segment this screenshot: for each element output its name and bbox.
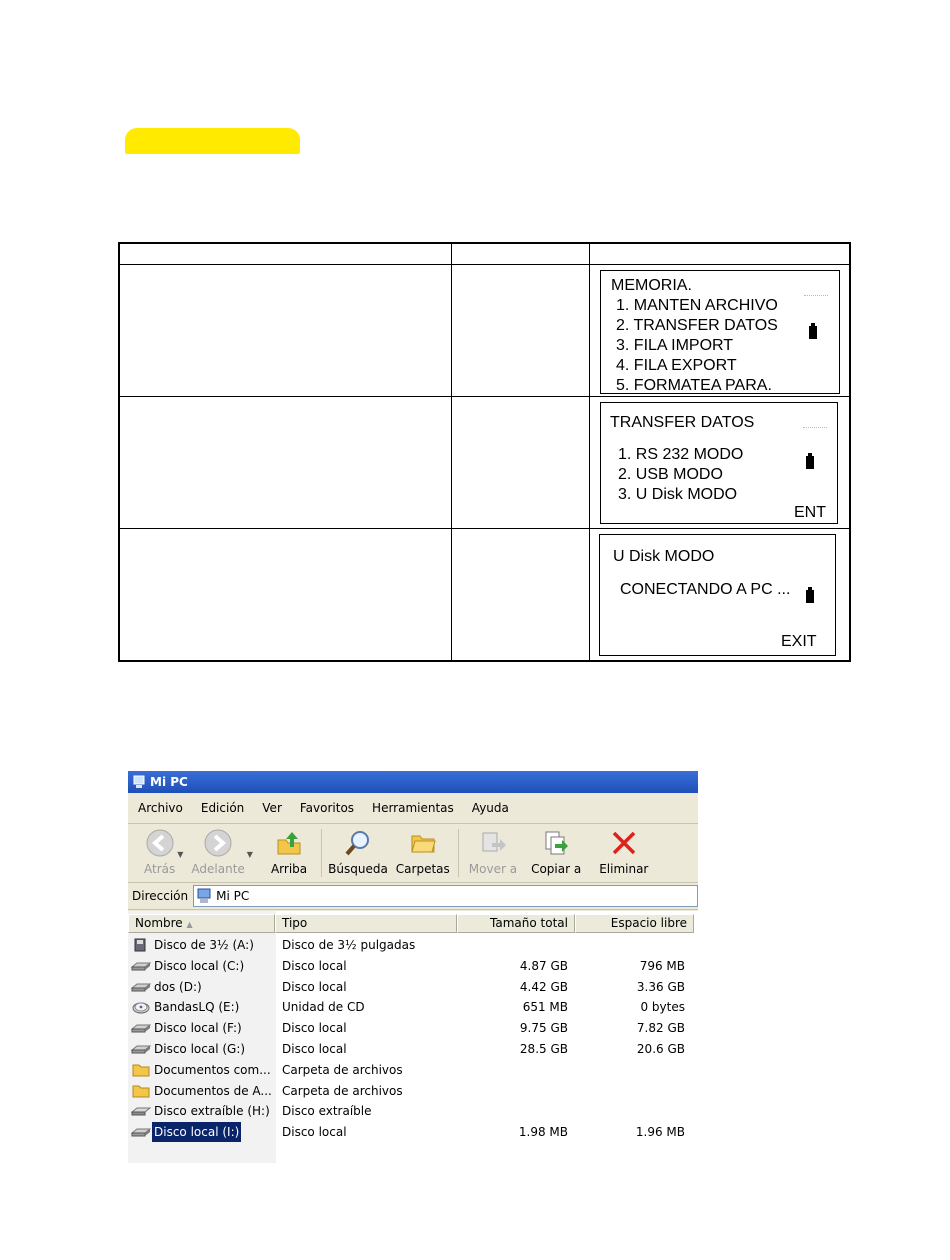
drive-icon <box>131 959 152 973</box>
drive-icon <box>131 1125 152 1139</box>
menu-archivo[interactable]: Archivo <box>138 801 183 815</box>
back-arrow-icon <box>145 828 175 858</box>
forward-label: Adelante <box>191 862 245 876</box>
item-name: Disco local (C:) <box>154 958 245 973</box>
floppy-icon <box>131 938 152 952</box>
window-title: Mi PC <box>150 775 188 789</box>
drive-icon <box>131 1042 152 1056</box>
column-header-free-space[interactable]: Espacio libre <box>575 914 694 933</box>
up-label: Arriba <box>270 862 308 876</box>
lcd-line: MEMORIA. <box>611 277 692 294</box>
copy-to-button[interactable] <box>531 824 581 876</box>
my-computer-icon <box>132 775 146 789</box>
item-free-space: 3.36 GB <box>636 979 685 994</box>
item-name-cell <box>131 1039 247 1059</box>
list-item[interactable] <box>128 935 698 955</box>
item-total-size: 651 MB <box>522 1000 568 1015</box>
explorer-window <box>128 771 698 1163</box>
item-type: Disco extraíble <box>282 1104 372 1119</box>
item-name-cell <box>131 1081 274 1101</box>
sort-ascending-icon: ▲ <box>186 920 193 929</box>
item-type: Disco de 3½ pulgadas <box>282 938 416 952</box>
cd-icon <box>131 1000 152 1014</box>
item-name: Documentos com... <box>154 1062 271 1077</box>
list-item[interactable] <box>128 1039 698 1059</box>
folders-label: Carpetas <box>395 862 450 876</box>
lcd-line: 5. FORMATEA PARA. <box>616 377 772 394</box>
folders-icon <box>408 828 438 858</box>
folders-button[interactable] <box>396 824 450 876</box>
lcd-line: 4. FILA EXPORT <box>616 357 737 374</box>
column-header-total-size[interactable]: Tamaño total <box>457 914 575 933</box>
folder-up-icon <box>274 828 304 858</box>
list-item[interactable] <box>128 1122 698 1142</box>
delete-label: Eliminar <box>599 862 649 876</box>
yellow-highlight-mark <box>125 128 300 154</box>
item-name-cell <box>131 977 204 997</box>
list-item[interactable] <box>128 1081 698 1101</box>
back-button[interactable] <box>144 824 175 876</box>
drive-icon <box>131 1021 152 1035</box>
search-icon <box>343 828 373 858</box>
lcd-line: 1. MANTEN ARCHIVO <box>616 297 778 314</box>
item-total-size: 4.87 GB <box>519 958 568 973</box>
item-name: Disco de 3½ (A:) <box>154 938 254 952</box>
search-label: Búsqueda <box>328 862 388 876</box>
chevron-down-icon[interactable]: ▼ <box>177 850 184 859</box>
delete-button[interactable] <box>599 824 648 876</box>
menu-ayuda[interactable]: Ayuda <box>471 801 509 815</box>
item-name-cell <box>131 956 246 976</box>
forward-arrow-icon <box>203 828 233 858</box>
lcd-line: 3. U Disk MODO <box>618 486 738 503</box>
chevron-down-icon[interactable]: ▼ <box>246 850 253 859</box>
folder-icon <box>131 1084 152 1098</box>
removable-drive-icon <box>131 1104 152 1118</box>
item-name-cell <box>131 935 256 955</box>
battery-icon <box>806 456 814 469</box>
item-type: Carpeta de archivos <box>282 1083 403 1098</box>
lcd-line: CONECTANDO A PC ... <box>620 581 791 598</box>
list-item[interactable] <box>128 956 698 976</box>
search-button[interactable] <box>328 824 388 876</box>
lcd-screen-u-disk-modo <box>599 534 836 656</box>
lcd-line: TRANSFER DATOS <box>610 414 755 431</box>
column-header-type[interactable]: Tipo <box>275 914 457 933</box>
item-total-size: 1.98 MB <box>518 1125 568 1140</box>
item-free-space: 1.96 MB <box>635 1125 685 1140</box>
item-total-size: 9.75 GB <box>519 1021 568 1036</box>
folder-icon <box>131 1063 152 1077</box>
item-name-cell <box>131 997 241 1017</box>
menu-bar <box>128 793 698 824</box>
item-type: Disco local <box>282 979 347 994</box>
list-item[interactable] <box>128 977 698 997</box>
item-name-cell <box>131 1018 244 1038</box>
toolbar <box>128 824 698 883</box>
item-name: Disco local (F:) <box>154 1021 242 1036</box>
lcd-line: 3. FILA IMPORT <box>616 337 734 354</box>
address-bar <box>128 883 698 910</box>
item-total-size: 4.42 GB <box>519 979 568 994</box>
move-to-label: Mover a <box>468 862 518 876</box>
battery-icon <box>809 326 817 339</box>
item-name: Disco local (I:) <box>152 1122 241 1142</box>
item-free-space: 796 MB <box>639 958 685 973</box>
delete-x-icon <box>609 828 639 858</box>
back-label: Atrás <box>144 862 176 876</box>
item-name: BandasLQ (E:) <box>154 1000 240 1015</box>
menu-edicion[interactable]: Edición <box>200 801 245 815</box>
procedure-table <box>118 242 851 662</box>
item-type: Disco local <box>282 1021 347 1036</box>
lcd-screen-memoria <box>600 270 840 394</box>
item-name: Disco extraíble (H:) <box>154 1104 270 1119</box>
list-item[interactable] <box>128 1018 698 1038</box>
item-type: Carpeta de archivos <box>282 1062 403 1077</box>
menu-herramientas[interactable]: Herramientas <box>372 801 454 815</box>
copy-to-icon <box>541 828 571 858</box>
list-item[interactable] <box>128 1060 698 1080</box>
item-name-cell <box>131 1122 241 1142</box>
item-type: Disco local <box>282 958 347 973</box>
list-item[interactable] <box>128 997 698 1017</box>
item-name: dos (D:) <box>154 979 202 994</box>
item-type: Disco local <box>282 1125 347 1140</box>
item-free-space: 20.6 GB <box>636 1042 685 1056</box>
item-name: Documentos de A... <box>154 1083 272 1098</box>
list-item[interactable] <box>128 1101 698 1121</box>
my-computer-icon <box>196 888 212 904</box>
lcd-line: 2. TRANSFER DATOS <box>616 317 778 334</box>
move-to-button[interactable] <box>469 824 517 876</box>
title-bar <box>128 771 698 793</box>
menu-favoritos[interactable]: Favoritos <box>299 801 355 815</box>
battery-icon <box>806 590 814 603</box>
up-button[interactable] <box>271 824 307 876</box>
column-header-name[interactable]: Nombre ▲ <box>128 914 275 933</box>
copy-to-label: Copiar a <box>531 862 582 876</box>
item-type: Unidad de CD <box>282 1000 365 1015</box>
lcd-screen-transfer-datos <box>600 402 838 524</box>
lcd-line: U Disk MODO <box>613 548 715 565</box>
menu-ver[interactable]: Ver <box>262 801 282 815</box>
move-to-icon <box>478 828 508 858</box>
item-total-size: 28.5 GB <box>519 1042 568 1056</box>
drive-list <box>128 911 698 1163</box>
address-input[interactable] <box>193 885 698 907</box>
forward-button[interactable] <box>191 824 244 876</box>
item-free-space: 7.82 GB <box>636 1021 685 1036</box>
address-label: Dirección <box>132 889 189 903</box>
lcd-line: 2. USB MODO <box>618 466 723 483</box>
lcd-softkey-ent: ENT <box>794 504 826 521</box>
drive-icon <box>131 980 152 994</box>
address-value: Mi PC <box>216 889 250 903</box>
item-free-space: 0 bytes <box>640 1000 685 1015</box>
lcd-softkey-exit: EXIT <box>781 633 817 650</box>
item-name-cell <box>131 1101 272 1121</box>
column-headers <box>128 914 694 933</box>
lcd-line: 1. RS 232 MODO <box>618 446 744 463</box>
item-name-cell <box>131 1060 273 1080</box>
item-name: Disco local (G:) <box>154 1042 246 1056</box>
item-type: Disco local <box>282 1042 347 1056</box>
